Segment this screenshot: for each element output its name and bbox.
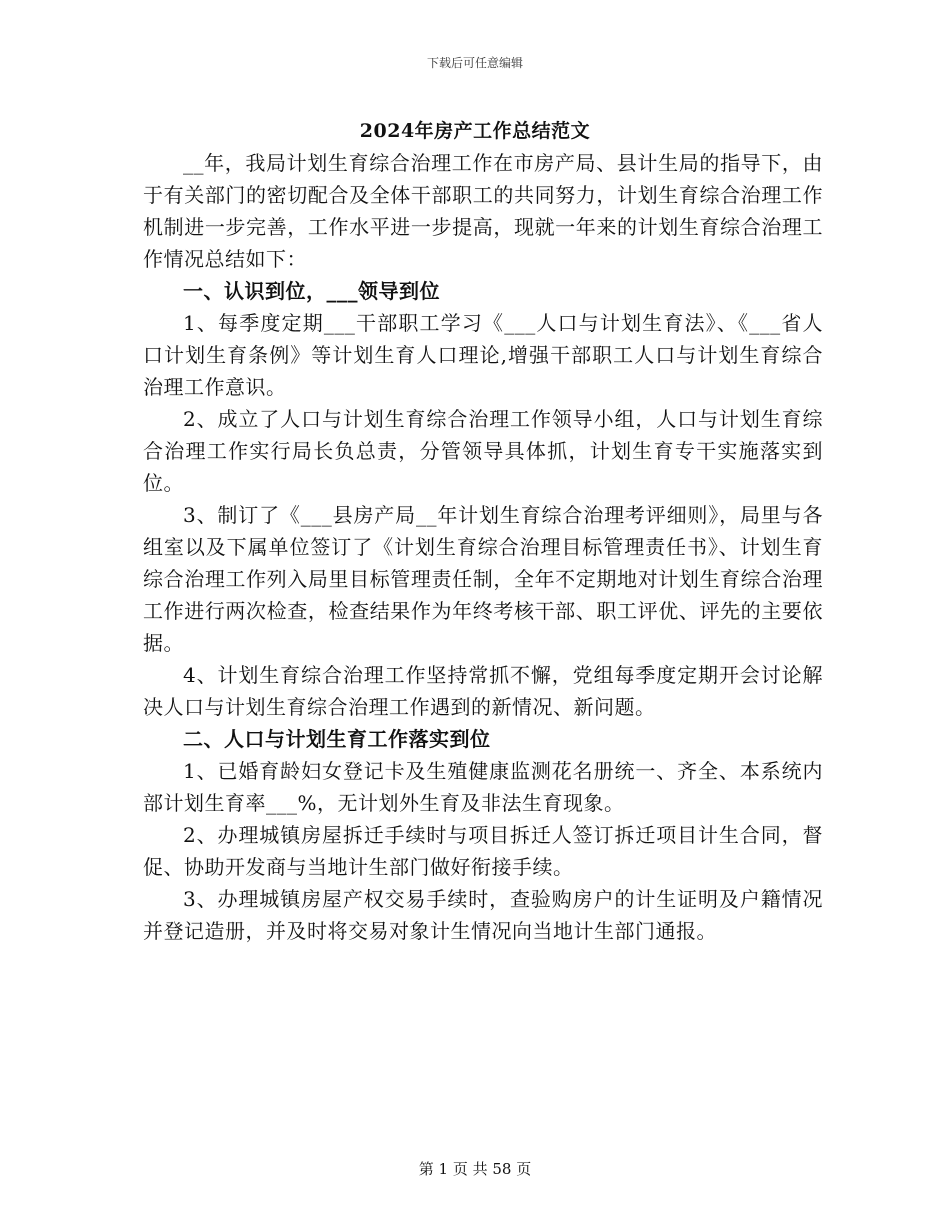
document-title: 2024年房产工作总结范文 <box>359 120 591 142</box>
paragraph-1-2: 2、成立了人口与计划生育综合治理工作领导小组，人口与计划生育综合治理工作实行局长负总责，分管领导具体抓，计划生育专干实施落实到位。 <box>143 407 823 495</box>
paragraph-intro: __年，我局计划生育综合治理工作在市房产局、县计生局的指导下，由于有关部门的密切配合及全体干部职工的共同努力，计划生育综合治理工作机制进一步完善，工作水平进一步提高，现就一年来的计划生育综合治理工作情况总结如下： <box>143 151 823 271</box>
section-heading-2: 二、人口与计划生育工作落实到位 <box>183 727 491 751</box>
section-heading-1: 一、认识到位，___领导到位 <box>183 279 440 303</box>
paragraph-1-1: 1、每季度定期___干部职工学习《___人口与计划生育法》、《___省人口计划生育条例》等计划生育人口理论,增强干部职工人口与计划生育综合治理工作意识。 <box>143 311 823 399</box>
paragraph-1-4: 4、计划生育综合治理工作坚持常抓不懈，党组每季度定期开会讨论解决人口与计划生育综合治理工作遇到的新情况、新问题。 <box>143 663 823 719</box>
document-body <box>143 147 823 947</box>
paragraph-2-1: 1、已婚育龄妇女登记卡及生殖健康监测花名册统一、齐全、本系统内部计划生育率___%，无计划外生育及非法生育现象。 <box>143 759 823 815</box>
header-note: 下载后可任意编辑 <box>426 56 523 70</box>
paragraph-1-3: 3、制订了《___县房产局__年计划生育综合治理考评细则》，局里与各组室以及下属单位签订了《计划生育综合治理目标管理责任书》、计划生育综合治理工作列入局里目标管理责任制，全年不定期地对计划生育综合治理工作进行两次检查，检查结果作为年终考核干部、职工评优、评先的主要依据。 <box>143 503 823 655</box>
paragraph-2-2: 2、办理城镇房屋拆迁手续时与项目拆迁人签订拆迁项目计生合同，督促、协助开发商与当地计生部门做好衔接手续。 <box>143 823 823 879</box>
page-number: 第 1 页 共 58 页 <box>418 1160 532 1178</box>
paragraph-2-3: 3、办理城镇房屋产权交易手续时，查验购房户的计生证明及户籍情况并登记造册，并及时将交易对象计生情况向当地计生部门通报。 <box>143 887 823 943</box>
